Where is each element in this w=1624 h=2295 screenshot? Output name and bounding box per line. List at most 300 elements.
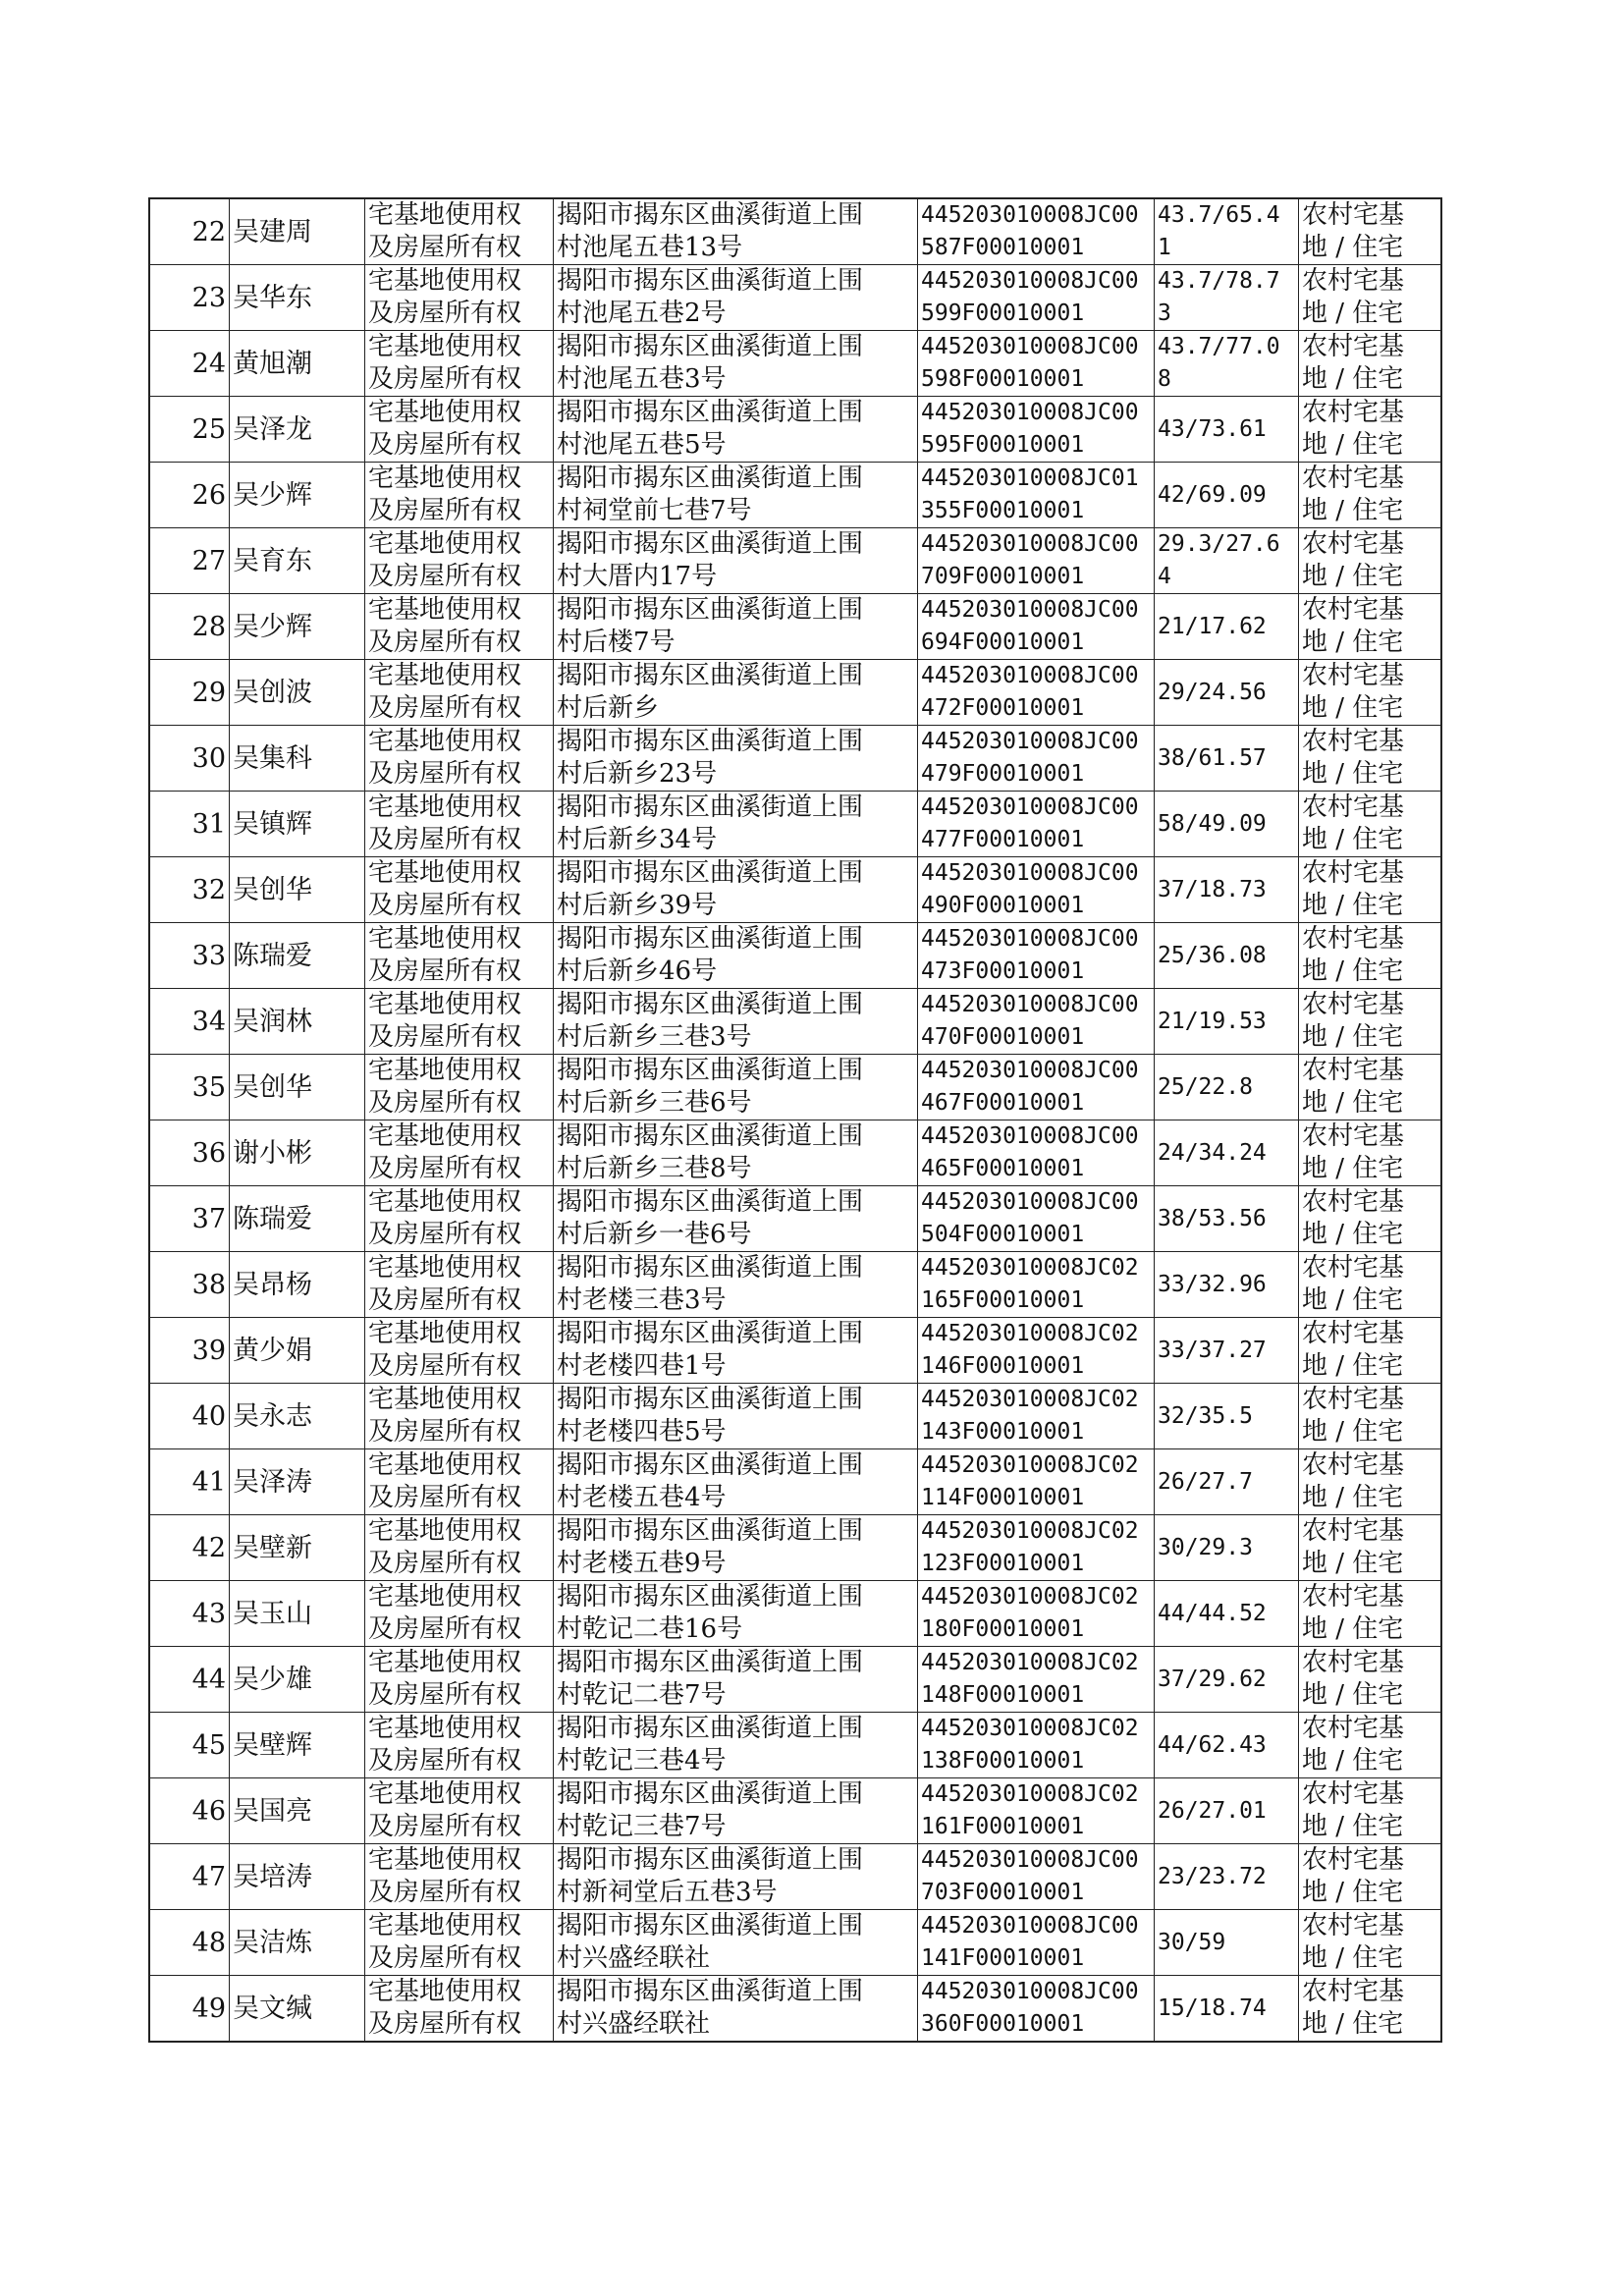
land-use-cell [1299,792,1442,857]
row-number-cell: 39 [149,1318,230,1384]
land-use-line: 农村宅基 [1302,1121,1405,1151]
unit-code-line: 445203010008JC02 [921,1781,1139,1807]
address-line: 揭阳市揭东区曲溪街道上围 [557,1648,864,1677]
area-cell [1155,265,1299,331]
address-cell [554,1384,918,1449]
table-row [149,1120,1441,1186]
land-use-line: 农村宅基 [1302,1582,1405,1612]
right-type-cell [365,1647,554,1713]
unit-code-line: 595F00010001 [921,432,1085,458]
owner-name-cell: 吴集科 [230,726,365,792]
address-cell [554,660,918,726]
land-use-line: 地 / 住宅 [1302,1154,1404,1183]
land-use-line: 农村宅基 [1302,1516,1405,1546]
address-line: 揭阳市揭东区曲溪街道上围 [557,1911,864,1940]
table-row [149,1055,1441,1120]
address-cell [554,265,918,331]
unit-code-cell [918,1778,1155,1844]
right-type-line: 宅基地使用权 [368,398,522,427]
right-type-cell [365,923,554,989]
area-line: 37/18.73 [1158,876,1267,902]
right-type-cell [365,1976,554,2043]
address-line: 揭阳市揭东区曲溪街道上围 [557,529,864,559]
unit-code-line: 445203010008JC01 [921,465,1139,491]
address-cell [554,1778,918,1844]
address-line: 村后新乡三巷3号 [557,1022,752,1052]
table-row [149,1844,1441,1910]
right-type-cell [365,726,554,792]
unit-code-cell [918,923,1155,989]
address-line: 村后楼7号 [557,628,676,657]
right-type-cell [365,1778,554,1844]
right-type-line: 宅基地使用权 [368,990,522,1019]
row-number-cell: 37 [149,1186,230,1252]
land-use-line: 地 / 住宅 [1302,1746,1404,1776]
address-line: 揭阳市揭东区曲溪街道上围 [557,464,864,493]
row-number-cell: 28 [149,594,230,660]
unit-code-line: 445203010008JC02 [921,1452,1139,1478]
address-cell [554,1055,918,1120]
unit-code-cell [918,660,1155,726]
land-use-line: 地 / 住宅 [1302,956,1404,986]
address-line: 村池尾五巷3号 [557,364,727,394]
address-line: 村大厝内17号 [557,562,718,591]
right-type-cell [365,1515,554,1581]
unit-code-line: 472F00010001 [921,695,1085,721]
land-use-line: 农村宅基 [1302,266,1405,296]
land-use-line: 农村宅基 [1302,200,1405,230]
table-row [149,1186,1441,1252]
table-row [149,1449,1441,1515]
area-cell [1155,857,1299,923]
area-line: 21/17.62 [1158,613,1267,639]
right-type-line: 及房屋所有权 [368,430,522,460]
row-number-cell: 29 [149,660,230,726]
right-type-cell [365,397,554,463]
table-row [149,198,1441,265]
address-line: 揭阳市揭东区曲溪街道上围 [557,332,864,361]
address-line: 村老楼四巷1号 [557,1351,727,1381]
address-line: 村乾记三巷4号 [557,1746,727,1776]
land-use-cell [1299,989,1442,1055]
right-type-line: 及房屋所有权 [368,1812,522,1841]
area-cell [1155,528,1299,594]
address-line: 揭阳市揭东区曲溪街道上围 [557,1516,864,1546]
area-cell [1155,1581,1299,1647]
land-use-cell [1299,1384,1442,1449]
address-cell [554,1647,918,1713]
land-use-line: 地 / 住宅 [1302,1351,1404,1381]
unit-code-line: 445203010008JC00 [921,926,1139,952]
land-use-line: 地 / 住宅 [1302,825,1404,854]
owner-name-cell: 吴壁辉 [230,1713,365,1778]
area-line: 30/29.3 [1158,1534,1253,1560]
right-type-cell [365,1449,554,1515]
unit-code-line: 599F00010001 [921,301,1085,326]
area-line: 15/18.74 [1158,1994,1267,2021]
unit-code-cell [918,528,1155,594]
land-use-line: 农村宅基 [1302,1911,1405,1940]
land-use-cell [1299,1055,1442,1120]
right-type-cell [365,594,554,660]
area-cell [1155,1252,1299,1318]
right-type-cell [365,1318,554,1384]
unit-code-line: 143F00010001 [921,1419,1085,1445]
address-line: 揭阳市揭东区曲溪街道上围 [557,990,864,1019]
area-line: 1 [1158,235,1171,260]
land-use-line: 地 / 住宅 [1302,1088,1404,1118]
owner-name-cell: 吴少雄 [230,1647,365,1713]
address-line: 村乾记二巷7号 [557,1680,727,1710]
unit-code-cell [918,1120,1155,1186]
right-type-line: 宅基地使用权 [368,661,522,690]
right-type-line: 宅基地使用权 [368,1121,522,1151]
owner-name-cell: 吴少辉 [230,463,365,528]
address-line: 村后新乡23号 [557,759,718,789]
right-type-cell [365,857,554,923]
address-cell [554,1186,918,1252]
owner-name-cell: 黄少娟 [230,1318,365,1384]
unit-code-line: 141F00010001 [921,1945,1085,1971]
right-type-line: 宅基地使用权 [368,266,522,296]
area-cell [1155,331,1299,397]
unit-code-cell [918,1252,1155,1318]
row-number-cell: 49 [149,1976,230,2043]
right-type-line: 及房屋所有权 [368,1022,522,1052]
land-use-line: 农村宅基 [1302,529,1405,559]
unit-code-cell [918,1713,1155,1778]
owner-name-cell: 吴培涛 [230,1844,365,1910]
land-use-cell [1299,1120,1442,1186]
address-line: 村老楼四巷5号 [557,1417,727,1447]
land-use-line: 农村宅基 [1302,332,1405,361]
unit-code-line: 703F00010001 [921,1880,1085,1905]
right-type-line: 宅基地使用权 [368,727,522,756]
land-use-cell [1299,397,1442,463]
address-cell [554,1976,918,2043]
unit-code-line: 709F00010001 [921,564,1085,589]
right-type-line: 宅基地使用权 [368,1648,522,1677]
land-use-line: 农村宅基 [1302,661,1405,690]
land-use-line: 地 / 住宅 [1302,1417,1404,1447]
right-type-line: 及房屋所有权 [368,1680,522,1710]
address-cell [554,1449,918,1515]
address-line: 揭阳市揭东区曲溪街道上围 [557,595,864,625]
unit-code-cell [918,265,1155,331]
right-type-line: 宅基地使用权 [368,1582,522,1612]
land-use-cell [1299,1515,1442,1581]
row-number-cell: 26 [149,463,230,528]
row-number-cell: 32 [149,857,230,923]
unit-code-line: 445203010008JC00 [921,1913,1139,1939]
land-use-line: 地 / 住宅 [1302,1022,1404,1052]
area-line: 37/29.62 [1158,1666,1267,1692]
land-use-cell [1299,1976,1442,2043]
unit-code-line: 445203010008JC00 [921,663,1139,688]
area-cell [1155,1384,1299,1449]
address-line: 揭阳市揭东区曲溪街道上围 [557,1385,864,1414]
land-use-line: 农村宅基 [1302,924,1405,954]
address-line: 揭阳市揭东区曲溪街道上围 [557,1450,864,1480]
area-cell [1155,1318,1299,1384]
table-row [149,1318,1441,1384]
land-use-cell [1299,463,1442,528]
owner-name-cell: 吴泽龙 [230,397,365,463]
address-line: 村新祠堂后五巷3号 [557,1878,778,1907]
address-cell [554,923,918,989]
unit-code-cell [918,397,1155,463]
right-type-line: 宅基地使用权 [368,595,522,625]
table-row [149,528,1441,594]
unit-code-cell [918,1515,1155,1581]
right-type-cell [365,1186,554,1252]
unit-code-cell [918,1318,1155,1384]
unit-code-line: 490F00010001 [921,893,1085,918]
land-use-cell [1299,1778,1442,1844]
unit-code-line: 465F00010001 [921,1156,1085,1181]
area-line: 33/32.96 [1158,1271,1267,1297]
area-line: 43/73.61 [1158,415,1267,442]
area-line: 8 [1158,366,1171,392]
unit-code-line: 445203010008JC02 [921,1387,1139,1412]
address-line: 村祠堂前七巷7号 [557,496,752,525]
land-use-line: 地 / 住宅 [1302,759,1404,789]
unit-code-line: 445203010008JC00 [921,1847,1139,1873]
land-use-cell [1299,1252,1442,1318]
right-type-line: 及房屋所有权 [368,233,522,262]
table-row [149,1581,1441,1647]
unit-code-cell [918,594,1155,660]
address-line: 揭阳市揭东区曲溪街道上围 [557,1056,864,1085]
address-line: 揭阳市揭东区曲溪街道上围 [557,1714,864,1743]
right-type-line: 及房屋所有权 [368,1549,522,1578]
unit-code-cell [918,331,1155,397]
unit-code-line: 445203010008JC02 [921,1518,1139,1544]
address-line: 村后新乡 [557,693,660,723]
address-cell [554,397,918,463]
address-line: 揭阳市揭东区曲溪街道上围 [557,1253,864,1283]
area-cell [1155,1449,1299,1515]
address-cell [554,792,918,857]
area-line: 25/22.8 [1158,1073,1253,1100]
area-cell [1155,923,1299,989]
unit-code-line: 598F00010001 [921,366,1085,392]
land-use-line: 农村宅基 [1302,727,1405,756]
address-line: 村兴盛经联社 [557,2009,711,2039]
table-row [149,1647,1441,1713]
land-use-line: 农村宅基 [1302,1319,1405,1348]
registration-table [148,197,1442,2043]
land-use-cell [1299,1186,1442,1252]
land-use-cell [1299,331,1442,397]
address-line: 村后新乡三巷6号 [557,1088,752,1118]
address-line: 村后新乡39号 [557,891,718,920]
area-line: 29/24.56 [1158,679,1267,705]
land-use-line: 地 / 住宅 [1302,1680,1404,1710]
owner-name-cell: 吴润林 [230,989,365,1055]
right-type-line: 宅基地使用权 [368,1911,522,1940]
address-cell [554,463,918,528]
right-type-line: 宅基地使用权 [368,1056,522,1085]
right-type-line: 宅基地使用权 [368,1714,522,1743]
address-cell [554,1252,918,1318]
unit-code-line: 445203010008JC02 [921,1716,1139,1741]
land-use-cell [1299,528,1442,594]
row-number-cell: 24 [149,331,230,397]
unit-code-line: 355F00010001 [921,498,1085,523]
right-type-line: 及房屋所有权 [368,1943,522,1973]
table-body [149,198,1441,2042]
area-line: 58/49.09 [1158,810,1267,837]
right-type-line: 及房屋所有权 [368,1154,522,1183]
row-number-cell: 41 [149,1449,230,1515]
address-cell [554,1713,918,1778]
land-use-line: 地 / 住宅 [1302,1483,1404,1512]
unit-code-line: 360F00010001 [921,2011,1085,2037]
area-line: 26/27.7 [1158,1468,1253,1495]
land-use-line: 农村宅基 [1302,858,1405,888]
right-type-line: 宅基地使用权 [368,1187,522,1217]
land-use-line: 地 / 住宅 [1302,693,1404,723]
area-line: 44/44.52 [1158,1600,1267,1626]
address-cell [554,1515,918,1581]
address-line: 揭阳市揭东区曲溪街道上围 [557,266,864,296]
unit-code-line: 445203010008JC00 [921,531,1139,557]
unit-code-cell [918,463,1155,528]
address-line: 村老楼三巷3号 [557,1285,727,1315]
land-use-cell [1299,1581,1442,1647]
right-type-line: 及房屋所有权 [368,891,522,920]
row-number-cell: 25 [149,397,230,463]
row-number-cell: 47 [149,1844,230,1910]
area-cell [1155,989,1299,1055]
right-type-line: 及房屋所有权 [368,1614,522,1644]
address-line: 揭阳市揭东区曲溪街道上围 [557,1779,864,1809]
unit-code-line: 445203010008JC02 [921,1650,1139,1675]
owner-name-cell: 吴国亮 [230,1778,365,1844]
land-use-line: 农村宅基 [1302,792,1405,822]
right-type-cell [365,331,554,397]
unit-code-line: 445203010008JC00 [921,268,1139,294]
land-use-line: 地 / 住宅 [1302,430,1404,460]
land-use-line: 地 / 住宅 [1302,496,1404,525]
land-use-line: 地 / 住宅 [1302,233,1404,262]
right-type-line: 宅基地使用权 [368,792,522,822]
row-number-cell: 27 [149,528,230,594]
right-type-cell [365,265,554,331]
land-use-line: 农村宅基 [1302,1056,1405,1085]
unit-code-line: 445203010008JC00 [921,992,1139,1017]
row-number-cell: 36 [149,1120,230,1186]
unit-code-cell [918,198,1155,265]
land-use-line: 农村宅基 [1302,1779,1405,1809]
land-use-cell [1299,594,1442,660]
area-cell [1155,1910,1299,1976]
right-type-line: 宅基地使用权 [368,1385,522,1414]
address-line: 揭阳市揭东区曲溪街道上围 [557,661,864,690]
row-number-cell: 30 [149,726,230,792]
right-type-cell [365,1713,554,1778]
table-row [149,660,1441,726]
unit-code-cell [918,1581,1155,1647]
address-line: 村池尾五巷5号 [557,430,727,460]
right-type-line: 及房屋所有权 [368,2009,522,2039]
land-use-line: 地 / 住宅 [1302,562,1404,591]
unit-code-line: 161F00010001 [921,1814,1085,1839]
address-line: 村后新乡三巷8号 [557,1154,752,1183]
area-line: 32/35.5 [1158,1402,1253,1429]
right-type-cell [365,792,554,857]
area-line: 43.7/77.0 [1158,334,1280,359]
unit-code-line: 445203010008JC00 [921,1189,1139,1215]
owner-name-cell: 黄旭潮 [230,331,365,397]
address-line: 揭阳市揭东区曲溪街道上围 [557,1582,864,1612]
area-cell [1155,792,1299,857]
unit-code-line: 445203010008JC02 [921,1584,1139,1610]
unit-code-line: 467F00010001 [921,1090,1085,1116]
area-line: 43.7/65.4 [1158,202,1280,228]
unit-code-line: 123F00010001 [921,1551,1085,1576]
area-cell [1155,1778,1299,1844]
land-use-cell [1299,1910,1442,1976]
right-type-cell [365,528,554,594]
owner-name-cell: 谢小彬 [230,1120,365,1186]
address-line: 揭阳市揭东区曲溪街道上围 [557,858,864,888]
right-type-line: 宅基地使用权 [368,1516,522,1546]
land-use-line: 农村宅基 [1302,595,1405,625]
right-type-line: 及房屋所有权 [368,562,522,591]
address-line: 村乾记三巷7号 [557,1812,727,1841]
row-number-cell: 43 [149,1581,230,1647]
right-type-line: 及房屋所有权 [368,1351,522,1381]
right-type-line: 宅基地使用权 [368,1319,522,1348]
row-number-cell: 23 [149,265,230,331]
land-use-cell [1299,1844,1442,1910]
unit-code-line: 165F00010001 [921,1287,1085,1313]
table-row [149,857,1441,923]
right-type-cell [365,1384,554,1449]
owner-name-cell: 陈瑞爱 [230,923,365,989]
right-type-line: 及房屋所有权 [368,759,522,789]
unit-code-line: 148F00010001 [921,1682,1085,1708]
address-line: 村池尾五巷2号 [557,299,727,328]
address-line: 村后新乡一巷6号 [557,1220,752,1249]
right-type-line: 及房屋所有权 [368,1878,522,1907]
area-line: 3 [1158,301,1171,326]
table-row [149,397,1441,463]
address-line: 揭阳市揭东区曲溪街道上围 [557,398,864,427]
address-line: 村后新乡34号 [557,825,718,854]
unit-code-line: 445203010008JC00 [921,1123,1139,1149]
address-line: 村老楼五巷4号 [557,1483,727,1512]
table-row [149,265,1441,331]
unit-code-cell [918,1910,1155,1976]
land-use-line: 地 / 住宅 [1302,1812,1404,1841]
land-use-cell [1299,1713,1442,1778]
row-number-cell: 48 [149,1910,230,1976]
address-cell [554,1844,918,1910]
row-number-cell: 35 [149,1055,230,1120]
land-use-cell [1299,198,1442,265]
land-use-cell [1299,857,1442,923]
land-use-line: 农村宅基 [1302,990,1405,1019]
right-type-line: 宅基地使用权 [368,1450,522,1480]
unit-code-line: 473F00010001 [921,958,1085,984]
unit-code-line: 445203010008JC00 [921,860,1139,886]
unit-code-cell [918,1186,1155,1252]
owner-name-cell: 吴少辉 [230,594,365,660]
land-use-line: 农村宅基 [1302,464,1405,493]
